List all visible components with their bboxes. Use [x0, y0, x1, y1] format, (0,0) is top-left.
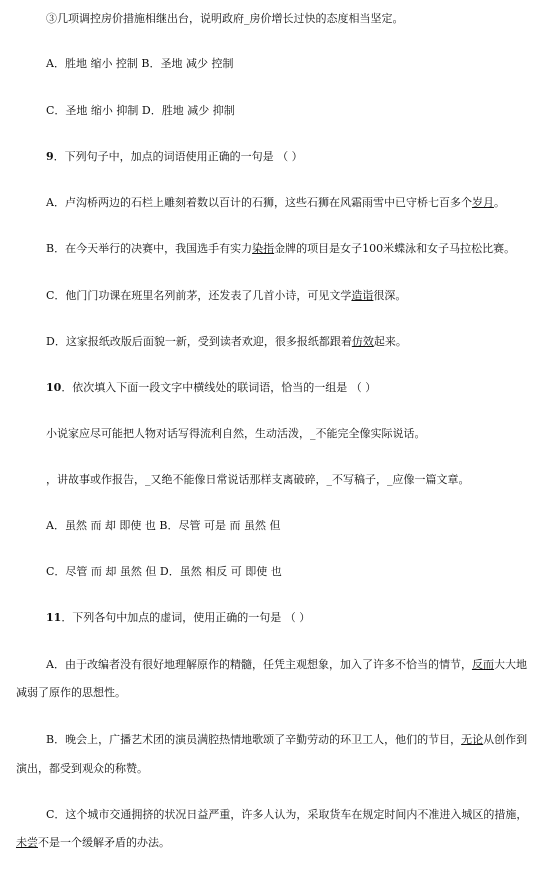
underlined-word: 仿效: [351, 335, 374, 348]
q10-passage-line-2: ，讲故事或作报告，_又绝不能像日常说话那样支离破碎，_不写稿子，_应像一篇文章。: [46, 473, 470, 486]
q10-passage-line-1: 小说家应尽可能把人物对话写得流利自然，生动活泼，_不能完全像实际说话。: [46, 427, 426, 440]
q9-option-d: [46, 335, 540, 349]
question-number: 9: [46, 150, 54, 163]
option-text-end: 很深。: [373, 289, 407, 302]
option-text-end: 从创作到: [483, 733, 528, 746]
option-text: C．他门门功课在班里名列前茅，还发表了几首小诗，可见文学: [46, 289, 352, 302]
underlined-word: 染指: [252, 242, 275, 255]
question-number: 11: [46, 611, 62, 624]
line-q3-statement: ③几项调控房价措施相继出台，说明政府_房价增长过快的态度相当坚定。: [46, 12, 404, 25]
option-text-end: 起来。: [373, 335, 407, 348]
option-text: A．由于改编者没有很好地理解原作的精髓，任凭主观想象，加入了许多不恰当的情节，: [46, 658, 472, 671]
q9-option-c: [46, 289, 540, 303]
underlined-word: 造诣: [351, 289, 374, 302]
question-9-stem: [46, 150, 540, 164]
underlined-word: 岁月: [471, 196, 494, 209]
underlined-word: 无论: [461, 733, 484, 746]
q11-option-a-line-1: [46, 658, 540, 672]
underlined-word: 未尝: [16, 836, 38, 849]
q10-options-c-d: C．尽管 而 却 虽然 但 D．虽然 相反 可 即使 也: [46, 565, 282, 578]
options-a-b-line: A．胜地 缩小 控制 B．圣地 减少 控制: [46, 57, 234, 70]
underlined-word: 反而: [471, 658, 494, 671]
question-number: 10: [46, 381, 62, 394]
options-c-d-line: C．圣地 缩小 抑制 D．胜地 减少 抑制: [46, 104, 235, 117]
q11-option-b-line-2: 演出，都受到观众的称赞。: [16, 762, 148, 775]
q10-options-a-b: A．虽然 而 却 即使 也 B．尽管 可是 而 虽然 但: [46, 519, 281, 532]
option-text-end: 大大地: [493, 658, 527, 671]
option-text-end: 不是一个缓解矛盾的办法。: [38, 836, 170, 849]
q11-option-a-line-2: 减弱了原作的思想性。: [16, 686, 126, 699]
option-text: B．在今天举行的决赛中，我国选手有实力: [46, 242, 253, 255]
q11-option-c-line-2: [16, 836, 540, 850]
question-text: ．下列句子中，加点的词语使用正确的一句是 （ ）: [53, 150, 303, 163]
q9-option-a: [46, 196, 540, 210]
question-text: ．下列各句中加点的虚词，使用正确的一句是 （ ）: [61, 611, 311, 624]
question-10-stem: [46, 381, 540, 395]
option-text: B．晚会上，广播艺术团的演员满腔热情地歌颂了辛勤劳动的环卫工人，他们的节目，: [46, 733, 462, 746]
option-text-end: 金牌的项目是女子100米蝶泳和女子马拉松比赛。: [274, 242, 516, 255]
question-11-stem: [46, 611, 540, 625]
q11-option-b-line-1: [46, 733, 540, 747]
option-text-end: 。: [493, 196, 505, 209]
q11-option-c-line-1: C．这个城市交通拥挤的状况日益严重，许多人认为，采取货车在规定时间内不准进入城区的措施，: [46, 808, 528, 821]
option-text: A．卢沟桥两边的石栏上雕刻着数以百计的石狮，这些石狮在风霜雨雪中已守桥七百多个: [46, 196, 472, 209]
question-text: ．依次填入下面一段文字中横线处的联词语，恰当的一组是 （ ）: [61, 381, 377, 394]
q9-option-b: [46, 242, 540, 256]
option-text: D．这家报纸改版后面貌一新，受到读者欢迎，很多报纸都跟着: [46, 335, 352, 348]
